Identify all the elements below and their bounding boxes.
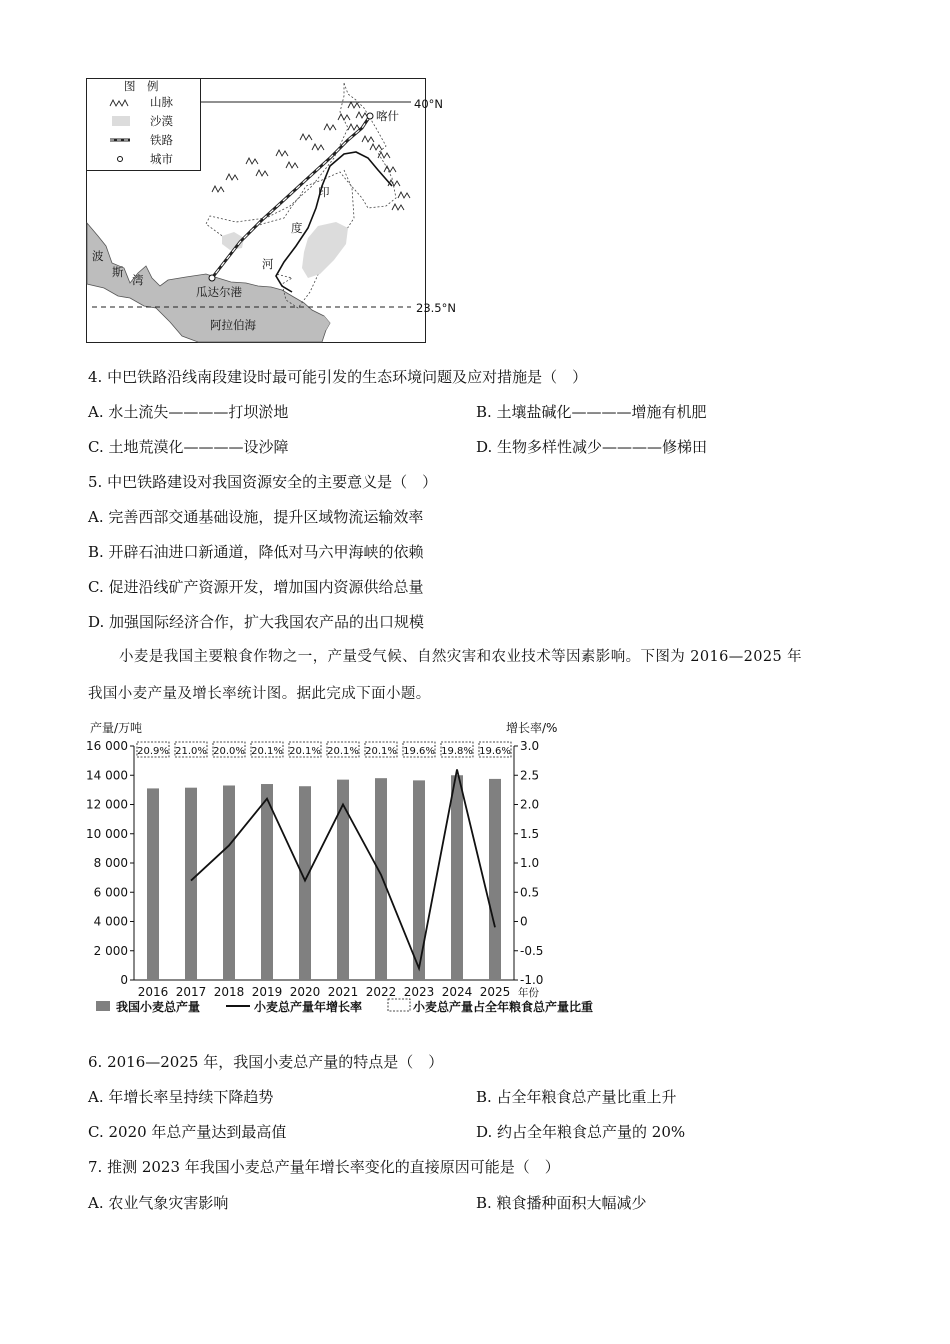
lat-235-label: 23.5°N <box>416 301 456 315</box>
gwadar-label: 瓜达尔港 <box>196 285 242 299</box>
left-tick-label: 0 <box>120 973 128 987</box>
share-label: 19.6% <box>479 746 511 757</box>
left-tick-label: 6 000 <box>93 885 128 900</box>
legend-pct-swatch <box>388 999 410 1011</box>
left-tick-label: 4 000 <box>93 914 128 929</box>
left-tick-label: 16 000 <box>86 739 128 753</box>
year-label: 2018 <box>213 985 245 999</box>
legend-label-desert: 沙漠 <box>150 114 173 128</box>
kashgar-city-icon <box>367 113 373 119</box>
year-label: 2017 <box>175 985 207 999</box>
q4-option-b[interactable]: B. 土壤盐碱化————增施有机肥 <box>476 403 707 421</box>
year-label: 2021 <box>327 985 359 999</box>
share-label: 20.1% <box>289 746 321 757</box>
q7-option-a[interactable]: A. 农业气象灾害影响 <box>88 1194 229 1212</box>
railway-map <box>86 78 456 343</box>
year-label: 2022 <box>365 985 397 999</box>
right-tick-label: 3.0 <box>520 739 540 753</box>
right-tick-label: 0.5 <box>520 885 540 900</box>
share-label: 20.0% <box>213 746 245 757</box>
q7-option-b[interactable]: B. 粮食播种面积大幅减少 <box>476 1194 647 1212</box>
q4-option-a[interactable]: A. 水土流失————打坝淤地 <box>88 403 289 421</box>
q4-option-c[interactable]: C. 土地荒漠化————设沙障 <box>88 438 289 456</box>
river-char-3: 河 <box>262 257 274 271</box>
share-label: 19.6% <box>403 746 435 757</box>
right-axis-title: 增长率/% <box>506 721 558 735</box>
year-label: 2025 <box>479 985 511 999</box>
legend-pct-label: 小麦总产量占全年粮食总产量比重 <box>413 1000 594 1014</box>
q5-option-d[interactable]: D. 加强国际经济合作，扩大我国农产品的出口规模 <box>88 613 425 631</box>
share-label: 20.1% <box>251 746 283 757</box>
desert-area <box>302 222 348 278</box>
legend-title: 图 例 <box>124 79 159 93</box>
year-label: 2019 <box>251 985 283 999</box>
q5-option-c[interactable]: C. 促进沿线矿产资源开发，增加国内资源供给总量 <box>88 578 424 596</box>
production-bar <box>185 788 197 980</box>
intro-line-1: 小麦是我国主要粮食作物之一，产量受气候、自然灾害和农业技术等因素影响。下图为 2016—2025 年 <box>119 649 803 665</box>
production-bar <box>375 778 387 980</box>
river-char-2: 度 <box>291 221 303 235</box>
q5-stem: 5. 中巴铁路建设对我国资源安全的主要意义是（ ） <box>88 473 438 491</box>
share-label: 21.0% <box>175 746 207 757</box>
year-label: 2016 <box>137 985 169 999</box>
year-label: 2023 <box>403 985 435 999</box>
q6-option-d[interactable]: D. 约占全年粮食总产量的 20% <box>476 1123 686 1141</box>
right-tick-label: 1.5 <box>520 826 540 841</box>
left-tick-label: 14 000 <box>86 768 128 783</box>
left-tick-label: 2 000 <box>93 943 128 958</box>
production-bar <box>261 784 273 980</box>
production-bar <box>451 775 463 980</box>
q7-stem: 7. 推测 2023 年我国小麦总产量年增长率变化的直接原因可能是（ ） <box>88 1158 560 1176</box>
share-label: 20.1% <box>327 746 359 757</box>
legend-label-city: 城市 <box>150 152 173 166</box>
left-tick-label: 8 000 <box>93 856 128 870</box>
right-tick-label: 2.5 <box>520 768 540 783</box>
x-axis-unit: 年份 <box>518 987 539 999</box>
q5-option-b[interactable]: B. 开辟石油进口新通道，降低对马六甲海峡的依赖 <box>88 543 424 561</box>
arabian-sea-label: 阿拉伯海 <box>210 318 256 332</box>
right-tick-label: 0 <box>520 914 528 929</box>
sea-area <box>87 223 330 342</box>
production-bar <box>489 779 501 980</box>
right-tick-label: -1.0 <box>520 973 544 987</box>
share-label: 20.9% <box>137 746 169 757</box>
wheat-chart <box>86 714 646 1020</box>
production-bar <box>223 785 235 980</box>
q4-option-d[interactable]: D. 生物多样性减少————修梯田 <box>476 438 708 456</box>
right-tick-label: 2.0 <box>520 797 540 812</box>
gwadar-city-icon <box>209 275 215 281</box>
legend-bar-label: 我国小麦总产量 <box>116 1000 201 1014</box>
intro-line-2: 我国小麦产量及增长率统计图。据此完成下面小题。 <box>88 686 431 702</box>
kashgar-label: 喀什 <box>376 109 399 123</box>
legend-line-label: 小麦总产量年增长率 <box>254 1000 363 1014</box>
q6-option-c[interactable]: C. 2020 年总产量达到最高值 <box>88 1123 287 1141</box>
legend-bar-swatch <box>96 1001 110 1011</box>
production-bar <box>147 788 159 980</box>
production-bar <box>299 786 311 980</box>
share-label: 19.8% <box>441 746 473 757</box>
left-tick-label: 12 000 <box>86 797 128 812</box>
gulf-char-3: 湾 <box>132 273 144 287</box>
legend-label-railway: 铁路 <box>150 133 173 147</box>
left-axis-title: 产量/万吨 <box>90 721 143 735</box>
share-label: 20.1% <box>365 746 397 757</box>
right-tick-label: -0.5 <box>520 943 544 958</box>
year-label: 2020 <box>289 985 321 999</box>
legend-label-mountain: 山脉 <box>150 95 173 109</box>
right-tick-label: 1.0 <box>520 856 540 870</box>
q4-stem: 4. 中巴铁路沿线南段建设时最可能引发的生态环境问题及应对措施是（ ） <box>88 368 588 386</box>
q6-option-b[interactable]: B. 占全年粮食总产量比重上升 <box>476 1088 677 1106</box>
gulf-char-1: 波 <box>92 249 104 263</box>
gulf-char-2: 斯 <box>112 265 124 279</box>
left-tick-label: 10 000 <box>86 826 128 841</box>
desert-icon <box>112 116 130 126</box>
q5-option-a[interactable]: A. 完善西部交通基础设施，提升区域物流运输效率 <box>88 508 424 526</box>
lat-40-label: 40°N <box>414 97 443 111</box>
river-char-1: 印 <box>318 185 330 199</box>
year-label: 2024 <box>441 985 473 999</box>
production-bar <box>337 780 349 980</box>
q6-stem: 6. 2016—2025 年，我国小麦总产量的特点是（ ） <box>88 1053 444 1071</box>
city-icon <box>118 157 123 162</box>
q6-option-a[interactable]: A. 年增长率呈持续下降趋势 <box>88 1088 274 1106</box>
